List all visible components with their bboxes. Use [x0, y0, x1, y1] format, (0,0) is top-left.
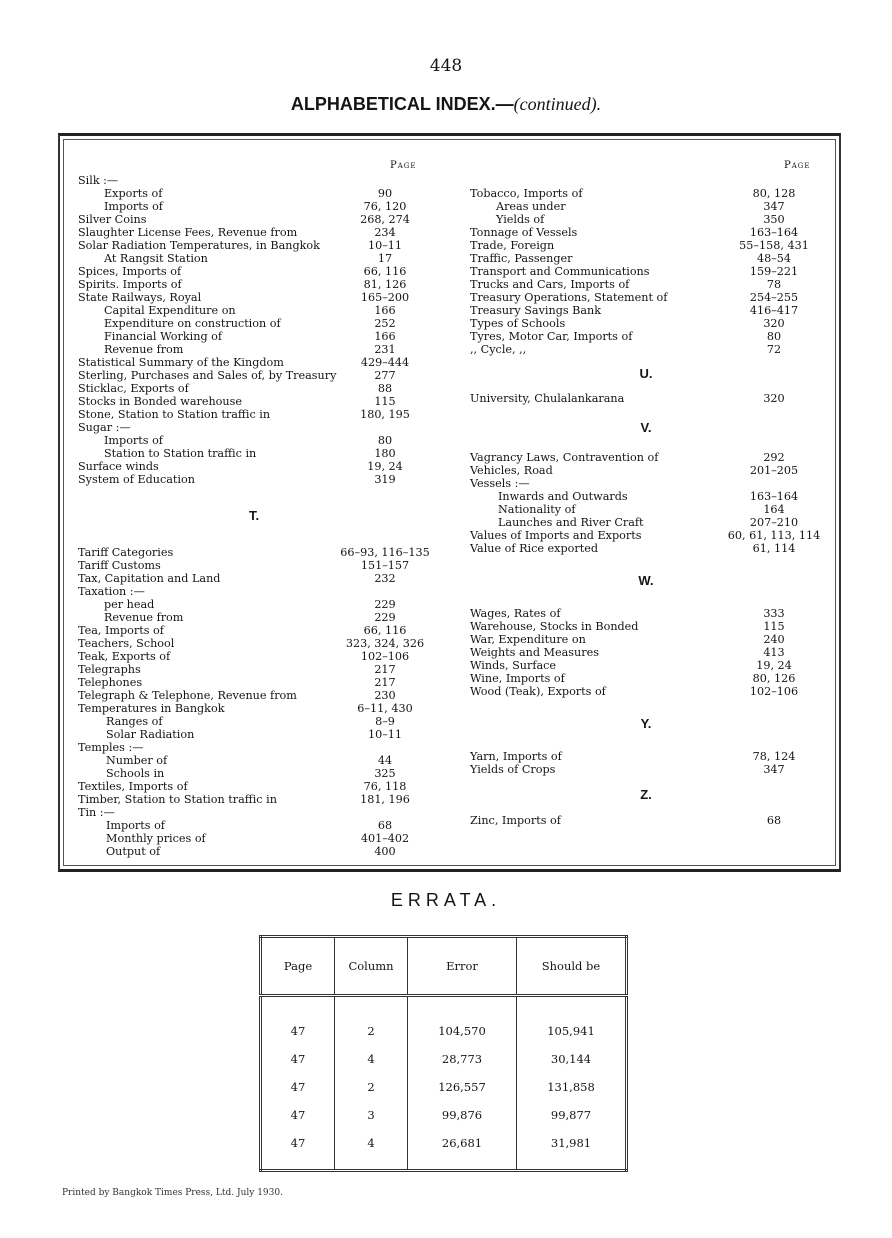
- errata-cell-column: 4: [335, 1129, 408, 1157]
- index-entry-page: 180: [374, 447, 396, 460]
- index-entry: [78, 741, 430, 754]
- index-entry-label: Financial Working of: [104, 330, 223, 343]
- index-group-z: [470, 814, 822, 827]
- index-entry-page: 66, 116: [363, 265, 407, 278]
- index-entry-label: Treasury Operations, Statement of: [470, 291, 668, 304]
- index-entry-page: 180, 195: [360, 408, 410, 421]
- index-entry-label: per head: [104, 598, 155, 611]
- index-entry-label: State Railways, Royal: [78, 291, 202, 304]
- index-entry-label: Warehouse, Stocks in Bonded: [470, 620, 639, 633]
- errata-cell-error: 126,557: [408, 1073, 517, 1101]
- index-entry-page: 350: [763, 213, 785, 226]
- page-column-header: [470, 160, 822, 174]
- index-entry: [78, 187, 430, 200]
- letter-heading-u: U.: [639, 366, 653, 381]
- index-entry-label: Temples :—: [78, 741, 144, 754]
- index-entry-label: Telegraphs: [78, 663, 141, 676]
- index-entry: [470, 814, 822, 827]
- page-number: 448: [429, 56, 463, 76]
- page-header-label: Page: [390, 160, 417, 171]
- index-entry: [470, 304, 822, 317]
- index-entry: [78, 767, 430, 780]
- letter-heading-z: Z.: [640, 787, 652, 802]
- index-entry-label: Solar Radiation: [106, 728, 195, 741]
- index-entry-label: Yarn, Imports of: [470, 750, 562, 763]
- index-entry-page: 163–164: [749, 490, 799, 503]
- index-entry-label: Wages, Rates of: [470, 607, 561, 620]
- page-header-label: Page: [784, 160, 811, 171]
- index-entry-label: Weights and Measures: [470, 646, 599, 659]
- index-entry-label: Statistical Summary of the Kingdom: [78, 356, 284, 369]
- index-entry-page: 252: [374, 317, 396, 330]
- index-entry-page: 48–54: [756, 252, 792, 265]
- index-entry-label: Number of: [106, 754, 168, 767]
- index-entry-page: 60, 61, 113, 114: [727, 529, 821, 542]
- printer-imprint: Printed by Bangkok Times Press, Ltd. July 1930.: [62, 1188, 283, 1198]
- index-entry-page: 217: [374, 663, 396, 676]
- index-entry: [78, 330, 430, 343]
- index-entry-page: 347: [763, 763, 785, 776]
- errata-header-row: [261, 937, 627, 996]
- index-entry: [78, 637, 430, 650]
- index-entry-label: Treasury Savings Bank: [470, 304, 602, 317]
- index-entry-page: 163–164: [749, 226, 799, 239]
- index-entry-page: 333: [763, 607, 785, 620]
- errata-title: ERRATA.: [390, 890, 502, 910]
- index-entry: [470, 464, 822, 477]
- index-entry: [78, 845, 430, 858]
- index-entry-label: Spices, Imports of: [78, 265, 182, 278]
- index-entry-page: 80: [766, 330, 782, 343]
- index-entry: [78, 408, 430, 421]
- index-entry: [78, 702, 430, 715]
- index-entry-page: 277: [374, 369, 396, 382]
- index-entry: [78, 546, 430, 559]
- index-entry-page: 80, 126: [752, 672, 796, 685]
- index-entry-page: 234: [374, 226, 396, 239]
- errata-row: [261, 1129, 627, 1157]
- index-entry: [78, 174, 430, 187]
- index-column-right: [470, 160, 822, 827]
- index-entry-label: Trucks and Cars, Imports of: [470, 278, 630, 291]
- index-entry: [78, 421, 430, 434]
- index-entry-label: Sticklac, Exports of: [78, 382, 189, 395]
- errata-cell-column: 2: [335, 1073, 408, 1101]
- index-entry: [78, 676, 430, 689]
- index-entry: [78, 806, 430, 819]
- index-entry-label: Tobacco, Imports of: [470, 187, 583, 200]
- index-entry-page: 19, 24: [756, 659, 792, 672]
- index-entry-page: 19, 24: [367, 460, 403, 473]
- errata-header-error: Error: [408, 937, 517, 996]
- index-entry-page: 319: [374, 473, 396, 486]
- index-entry-label: Yields of Crops: [470, 763, 556, 776]
- index-entry-label: Areas under: [496, 200, 566, 213]
- index-entry: [78, 689, 430, 702]
- index-entry-page: 81, 126: [363, 278, 407, 291]
- index-column-left: [78, 160, 430, 858]
- title-continued: (continued).: [513, 94, 602, 114]
- index-entry-label: Slaughter License Fees, Revenue from: [78, 226, 298, 239]
- errata-cell-page: 47: [261, 1101, 335, 1129]
- index-entry-label: War, Expenditure on: [470, 633, 586, 646]
- index-entry-label: Ranges of: [106, 715, 163, 728]
- index-entry-page: 68: [377, 819, 393, 832]
- index-entry-label: ,, Cycle, ,,: [470, 343, 527, 356]
- index-entry-page: 229: [374, 611, 396, 624]
- index-entry-label: Nationality of: [498, 503, 576, 516]
- index-entry-label: Surface winds: [78, 460, 159, 473]
- index-entry-label: Winds, Surface: [470, 659, 557, 672]
- index-entry-label: Silk :—: [78, 174, 119, 187]
- title-main: ALPHABETICAL INDEX.—: [290, 94, 514, 114]
- errata-cell-page: 47: [261, 1073, 335, 1101]
- index-entry-label: Sterling, Purchases and Sales of, by Treasury: [78, 369, 337, 382]
- index-entry-label: Silver Coins: [78, 213, 147, 226]
- index-entry-label: Tariff Categories: [78, 546, 174, 559]
- index-entry-label: Stocks in Bonded warehouse: [78, 395, 242, 408]
- index-entry-page: 429–444: [360, 356, 410, 369]
- index-entry: [78, 460, 430, 473]
- index-entry-label: Sugar :—: [78, 421, 131, 434]
- index-entry: [78, 728, 430, 741]
- index-entry: [470, 763, 822, 776]
- index-group-t-cont: [470, 187, 822, 356]
- index-entry-label: Types of Schools: [470, 317, 566, 330]
- index-entry-page: 217: [374, 676, 396, 689]
- index-entry: [78, 819, 430, 832]
- index-entry: [78, 715, 430, 728]
- index-entry: [470, 187, 822, 200]
- index-entry-label: Zinc, Imports of: [470, 814, 561, 827]
- errata-cell-error: 104,570: [408, 1017, 517, 1045]
- index-entry-page: 229: [374, 598, 396, 611]
- index-entry-page: 320: [763, 317, 785, 330]
- index-entry-label: Output of: [106, 845, 161, 858]
- index-entry-label: Vagrancy Laws, Contravention of: [470, 451, 659, 464]
- index-entry-page: 164: [763, 503, 785, 516]
- errata-cell-should-be: 131,858: [517, 1073, 627, 1101]
- index-entry-page: 80, 128: [752, 187, 796, 200]
- errata-cell-should-be: 30,144: [517, 1045, 627, 1073]
- index-entry-label: At Rangsit Station: [104, 252, 208, 265]
- letter-heading-v: V.: [640, 420, 652, 435]
- index-entry-page: 102–106: [749, 685, 799, 698]
- index-entry-page: 8–9: [375, 715, 395, 728]
- index-entry-page: 207–210: [749, 516, 799, 529]
- index-entry: [78, 200, 430, 213]
- index-group-s: [78, 174, 430, 486]
- index-entry: [78, 434, 430, 447]
- index-entry: [78, 473, 430, 486]
- index-entry: [78, 624, 430, 637]
- index-entry-page: 80: [377, 434, 393, 447]
- errata-cell-page: 47: [261, 1017, 335, 1045]
- index-entry-label: Imports of: [104, 200, 163, 213]
- index-entry: [78, 278, 430, 291]
- index-entry-page: 88: [377, 382, 393, 395]
- index-entry-page: 232: [374, 572, 396, 585]
- page-title: [0, 94, 892, 115]
- index-entry-label: Launches and River Craft: [498, 516, 644, 529]
- index-entry-label: Tyres, Motor Car, Imports of: [470, 330, 633, 343]
- index-entry-page: 72: [766, 343, 782, 356]
- index-entry-page: 115: [763, 620, 785, 633]
- index-entry-page: 17: [377, 252, 393, 265]
- index-group-u: [470, 392, 822, 405]
- index-entry: [78, 239, 430, 252]
- errata-cell-should-be: 99,877: [517, 1101, 627, 1129]
- index-entry: [78, 343, 430, 356]
- index-entry: [470, 278, 822, 291]
- index-entry: [78, 291, 430, 304]
- index-entry-page: 10–11: [367, 239, 403, 252]
- index-entry-page: 66–93, 116–135: [340, 546, 430, 559]
- index-entry: [78, 754, 430, 767]
- errata-cell-page: 47: [261, 1129, 335, 1157]
- index-entry-label: Value of Rice exported: [470, 542, 599, 555]
- index-entry-page: 268, 274: [360, 213, 410, 226]
- index-entry-label: Imports of: [106, 819, 165, 832]
- index-entry-page: 6–11, 430: [357, 702, 413, 715]
- index-group-v: [470, 451, 822, 555]
- index-entry: [470, 685, 822, 698]
- index-entry: [78, 598, 430, 611]
- index-entry: [470, 646, 822, 659]
- index-entry: [470, 620, 822, 633]
- index-entry-label: Monthly prices of: [106, 832, 206, 845]
- index-entry-label: Traffic, Passenger: [470, 252, 573, 265]
- index-entry: [78, 585, 430, 598]
- index-entry-label: Tariff Customs: [78, 559, 161, 572]
- index-entry-label: Inwards and Outwards: [498, 490, 628, 503]
- index-entry-label: Teak, Exports of: [78, 650, 171, 663]
- index-entry-page: 90: [377, 187, 393, 200]
- index-entry-page: 413: [763, 646, 785, 659]
- errata-cell-column: 3: [335, 1101, 408, 1129]
- index-entry: [470, 750, 822, 763]
- index-entry-label: Textiles, Imports of: [78, 780, 188, 793]
- index-entry: [470, 516, 822, 529]
- index-entry: [470, 607, 822, 620]
- index-entry-page: 165–200: [360, 291, 410, 304]
- index-entry-label: University, Chulalankarana: [470, 392, 625, 405]
- index-entry-label: Timber, Station to Station traffic in: [78, 793, 277, 806]
- index-entry-page: 401–402: [360, 832, 410, 845]
- index-entry: [78, 663, 430, 676]
- index-entry-page: 76, 120: [363, 200, 407, 213]
- index-entry-page: 201–205: [749, 464, 799, 477]
- index-entry-label: Wine, Imports of: [470, 672, 565, 685]
- index-entry: [470, 392, 822, 405]
- index-entry-page: 115: [374, 395, 396, 408]
- index-entry: [470, 633, 822, 646]
- index-entry: [78, 611, 430, 624]
- index-entry-page: 320: [763, 392, 785, 405]
- index-entry-label: Telegraph & Telephone, Revenue from: [78, 689, 297, 702]
- errata-cell-column: 2: [335, 1017, 408, 1045]
- index-entry: [78, 213, 430, 226]
- errata-body: [261, 996, 627, 1171]
- index-entry-page: 151–157: [360, 559, 410, 572]
- errata-cell-error: 26,681: [408, 1129, 517, 1157]
- index-entry-label: Tax, Capitation and Land: [78, 572, 221, 585]
- index-entry-page: 68: [766, 814, 782, 827]
- index-entry-label: Values of Imports and Exports: [470, 529, 642, 542]
- index-entry: [78, 650, 430, 663]
- index-entry-page: 181, 196: [360, 793, 410, 806]
- index-entry-label: Station to Station traffic in: [104, 447, 257, 460]
- index-entry: [78, 832, 430, 845]
- errata-table: [259, 935, 628, 1172]
- index-entry-label: Imports of: [104, 434, 163, 447]
- index-entry-page: 240: [763, 633, 785, 646]
- index-entry: [470, 542, 822, 555]
- letter-heading-t: T.: [248, 508, 260, 523]
- index-entry: [470, 252, 822, 265]
- index-entry-label: Vehicles, Road: [470, 464, 553, 477]
- index-entry-page: 292: [763, 451, 785, 464]
- index-entry: [470, 200, 822, 213]
- index-entry: [78, 252, 430, 265]
- index-entry-page: 78, 124: [752, 750, 796, 763]
- index-entry: [470, 213, 822, 226]
- index-entry-label: Yields of: [496, 213, 545, 226]
- index-group-t: [78, 546, 430, 858]
- errata-row: [261, 1073, 627, 1101]
- index-entry: [78, 793, 430, 806]
- index-entry-label: System of Education: [78, 473, 195, 486]
- index-entry-page: 230: [374, 689, 396, 702]
- index-entry-page: 10–11: [367, 728, 403, 741]
- index-entry-page: 325: [374, 767, 396, 780]
- errata-header-page: Page: [261, 937, 335, 996]
- index-entry: [78, 369, 430, 382]
- index-entry: [470, 490, 822, 503]
- index-entry-label: Schools in: [106, 767, 165, 780]
- index-entry: [78, 356, 430, 369]
- index-entry: [470, 529, 822, 542]
- index-entry-page: 61, 114: [752, 542, 796, 555]
- index-entry-page: 416–417: [749, 304, 799, 317]
- index-entry: [78, 780, 430, 793]
- errata-cell-error: 28,773: [408, 1045, 517, 1073]
- index-entry-label: Transport and Communications: [470, 265, 650, 278]
- errata-header-should-be: Should be: [517, 937, 627, 996]
- index-group-y: [470, 750, 822, 776]
- errata-cell-error: 99,876: [408, 1101, 517, 1129]
- index-entry: [78, 317, 430, 330]
- index-entry-page: 323, 324, 326: [345, 637, 425, 650]
- index-entry-label: Capital Expenditure on: [104, 304, 236, 317]
- index-entry-label: Revenue from: [104, 611, 184, 624]
- index-entry: [470, 291, 822, 304]
- index-entry: [470, 239, 822, 252]
- index-entry: [470, 451, 822, 464]
- index-entry-label: Stone, Station to Station traffic in: [78, 408, 271, 421]
- errata-cell-column: 4: [335, 1045, 408, 1073]
- index-entry-page: 400: [374, 845, 396, 858]
- index-entry-label: Exports of: [104, 187, 163, 200]
- errata-row: [261, 1045, 627, 1073]
- index-entry-label: Expenditure on construction of: [104, 317, 281, 330]
- index-entry: [78, 226, 430, 239]
- index-entry-label: Wood (Teak), Exports of: [470, 685, 606, 698]
- index-entry-page: 78: [766, 278, 782, 291]
- index-entry-label: Temperatures in Bangkok: [78, 702, 225, 715]
- index-entry-label: Spirits. Imports of: [78, 278, 182, 291]
- index-entry: [470, 317, 822, 330]
- index-entry-page: 76, 118: [363, 780, 407, 793]
- letter-heading-y: Y.: [640, 716, 652, 731]
- index-entry-page: 55–158, 431: [739, 239, 809, 252]
- index-entry-page: 102–106: [360, 650, 410, 663]
- index-entry: [470, 343, 822, 356]
- errata-cell-should-be: 105,941: [517, 1017, 627, 1045]
- index-entry-page: 231: [374, 343, 396, 356]
- index-entry-label: Solar Radiation Temperatures, in Bangkok: [78, 239, 320, 252]
- index-entry-label: Tea, Imports of: [78, 624, 164, 637]
- index-entry-page: 44: [377, 754, 393, 767]
- index-entry-page: 159–221: [749, 265, 799, 278]
- errata-header-column: Column: [335, 937, 408, 996]
- errata-row: [261, 1017, 627, 1045]
- errata-row: [261, 1101, 627, 1129]
- index-entry-page: 66, 116: [363, 624, 407, 637]
- index-entry-label: Teachers, School: [78, 637, 175, 650]
- index-entry-page: 166: [374, 304, 396, 317]
- index-entry-label: Taxation :—: [78, 585, 145, 598]
- errata-cell-page: 47: [261, 1045, 335, 1073]
- index-entry: [470, 330, 822, 343]
- index-entry: [470, 226, 822, 239]
- index-entry-page: 166: [374, 330, 396, 343]
- page-column-header: [78, 160, 430, 174]
- index-entry-page: 254–255: [749, 291, 799, 304]
- index-entry-page: 347: [763, 200, 785, 213]
- index-entry-label: Tin :—: [78, 806, 115, 819]
- index-entry: [470, 672, 822, 685]
- index-entry: [78, 265, 430, 278]
- index-entry-label: Tonnage of Vessels: [470, 226, 578, 239]
- index-entry: [470, 659, 822, 672]
- index-entry-label: Telephones: [78, 676, 143, 689]
- index-entry-label: Vessels :—: [470, 477, 530, 490]
- index-entry: [470, 503, 822, 516]
- index-entry: [78, 382, 430, 395]
- index-entry: [78, 572, 430, 585]
- index-entry: [470, 477, 822, 490]
- index-entry: [78, 447, 430, 460]
- index-entry: [78, 304, 430, 317]
- index-entry-label: Revenue from: [104, 343, 184, 356]
- errata-cell-should-be: 31,981: [517, 1129, 627, 1157]
- index-group-w: [470, 607, 822, 698]
- index-entry: [470, 265, 822, 278]
- letter-heading-w: W.: [638, 573, 654, 588]
- index-entry: [78, 395, 430, 408]
- index-entry-label: Trade, Foreign: [470, 239, 555, 252]
- index-entry: [78, 559, 430, 572]
